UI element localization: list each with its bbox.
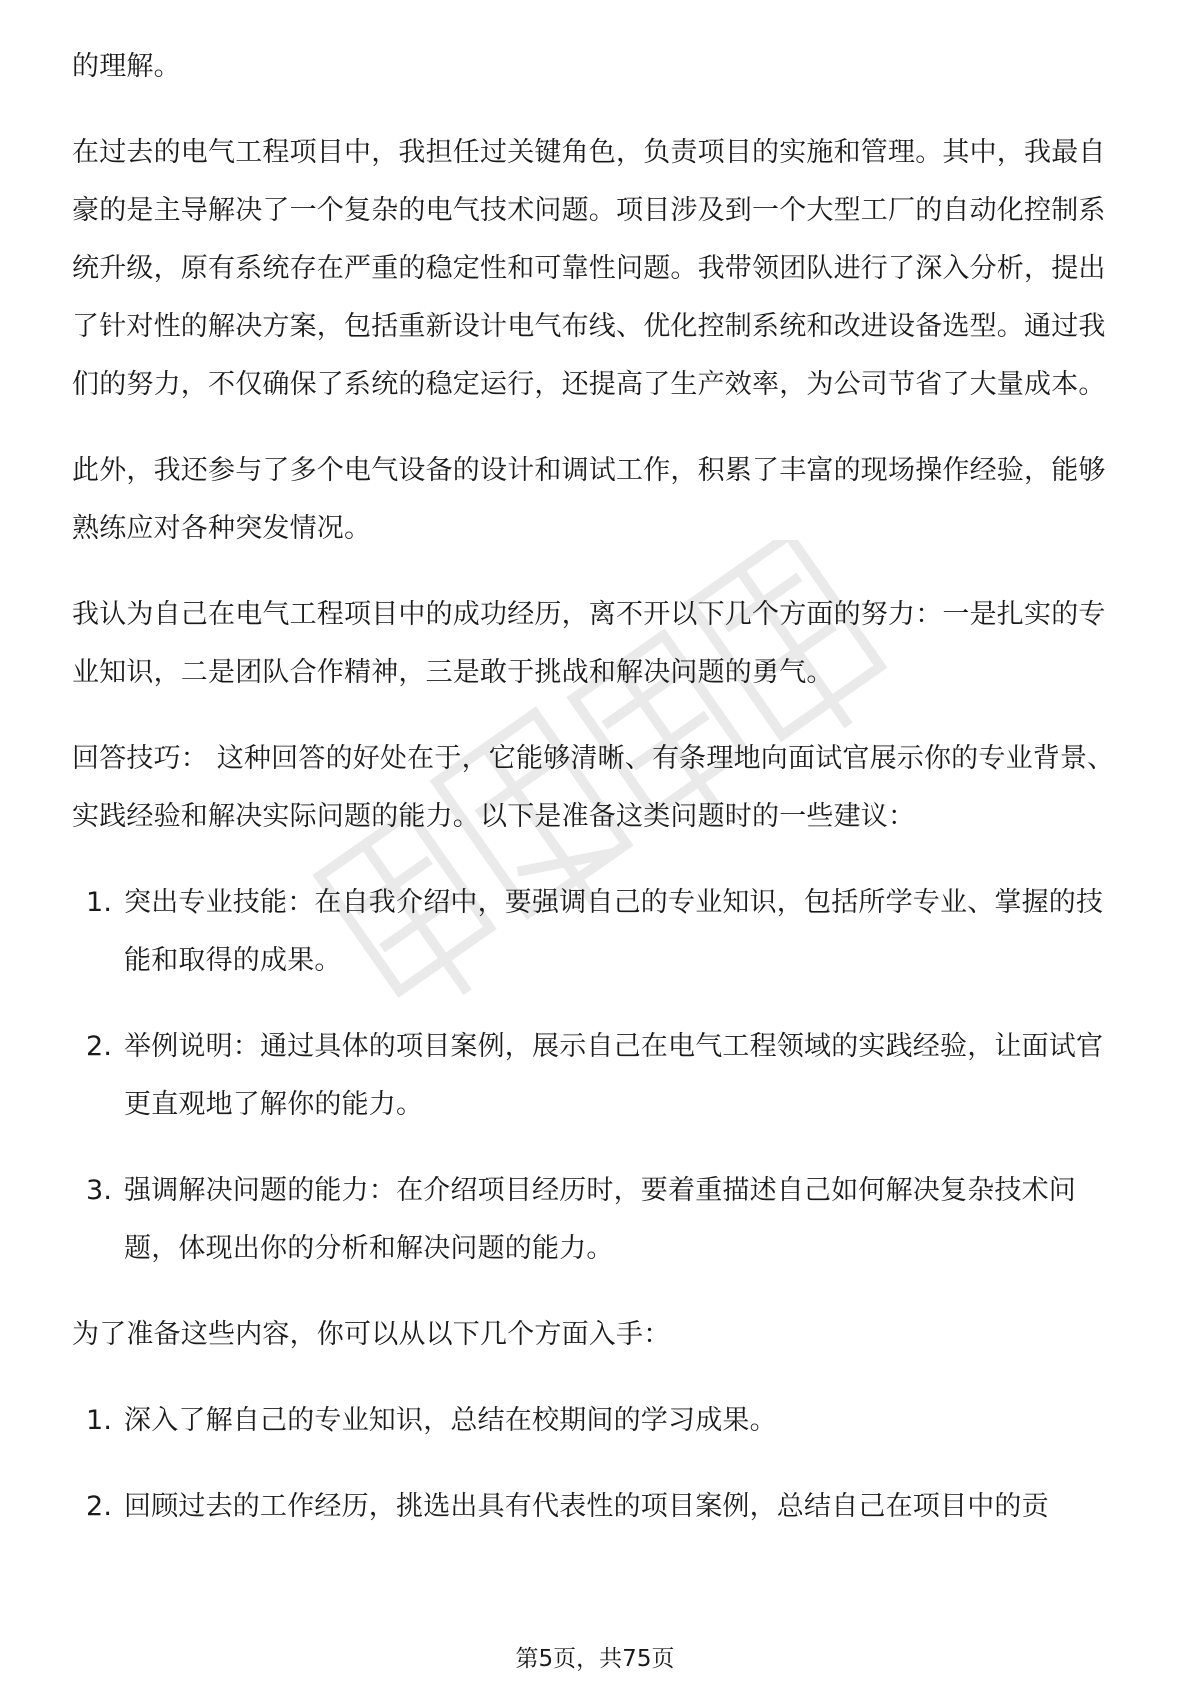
paragraph-project-experience: 在过去的电气工程项目中，我担任过关键角色，负责项目的实施和管理。其中，我最自豪的是主导解决了一个复杂的电气技术问题。项目涉及到一个大型工厂的自动化控制系统升级，原有系统存在严重的稳定性和可靠性问题。我带领团队进行了深入分析，提出了针对性的解决方案，包括重新设计电气布线、优化控制系统和改进设备选型。通过我们的努力，不仅确保了系统的稳定运行，还提高了生产效率，为公司节省了大量成本。 <box>72 137 1106 400</box>
paragraph-continuation: 的理解。 <box>72 51 181 82</box>
document-body <box>72 38 1118 1564</box>
list-number: 2. <box>86 1491 113 1522</box>
list-item <box>72 1392 1118 1450</box>
list-number: 2. <box>86 1031 113 1062</box>
list-item <box>72 1018 1118 1134</box>
list-number: 1. <box>86 887 113 918</box>
list-item-text: 举例说明：通过具体的项目案例，展示自己在电气工程领域的实践经验，让面试官更直观地了解你的能力。 <box>124 1031 1104 1120</box>
list-item-text: 深入了解自己的专业知识，总结在校期间的学习成果。 <box>124 1405 777 1436</box>
list-item-text: 强调解决问题的能力：在介绍项目经历时，要着重描述自己如何解决复杂技术问题，体现出你的分析和解决问题的能力。 <box>124 1175 1076 1264</box>
list-item-text: 突出专业技能：在自我介绍中，要强调自己的专业知识，包括所学专业、掌握的技能和取得的成果。 <box>124 887 1104 976</box>
list-item <box>72 874 1118 990</box>
list-number: 1. <box>86 1405 113 1436</box>
paragraph-additional-experience: 此外，我还参与了多个电气设备的设计和调试工作，积累了丰富的现场操作经验，能够熟练应对各种突发情况。 <box>72 455 1106 544</box>
page-footer <box>0 1640 1190 1673</box>
list-item <box>72 1478 1118 1536</box>
paragraph-answer-tips: 回答技巧： 这种回答的好处在于，它能够清晰、有条理地向面试官展示你的专业背景、实践经验和解决实际问题的能力。以下是准备这类问题时的一些建议： <box>72 743 1115 832</box>
paragraph-success-factors: 我认为自己在电气工程项目中的成功经历，离不开以下几个方面的努力：一是扎实的专业知识，二是团队合作精神，三是敢于挑战和解决问题的勇气。 <box>72 599 1106 688</box>
paragraph-prepare-intro: 为了准备这些内容，你可以从以下几个方面入手： <box>72 1319 671 1350</box>
prepare-list <box>72 1392 1118 1536</box>
page-number-label: 第5页，共75页 <box>515 1646 675 1672</box>
list-item <box>72 1162 1118 1278</box>
list-item-text: 回顾过去的工作经历，挑选出具有代表性的项目案例，总结自己在项目中的贡 <box>124 1491 1049 1522</box>
tips-list <box>72 874 1118 1278</box>
list-number: 3. <box>86 1175 113 1206</box>
